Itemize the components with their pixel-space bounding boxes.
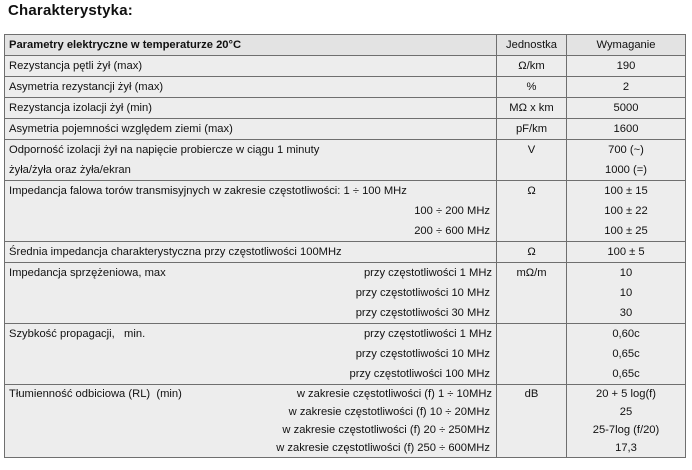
param-cell: Odporność izolacji żył na napięcie probiercze w ciągu 1 minuty żyła/żyła oraz żyła/ekran [5,140,497,181]
unit-cell: MΩ x km [497,98,567,119]
param-cell: Impedancja sprzężeniowa, max przy częstotliwości 1 MHz przy częstotliwości 10 MHz przy częstotliwości 30 MHz [5,263,497,324]
req-cell: 100 ± 15 100 ± 22 100 ± 25 [567,181,686,242]
table-row [5,263,686,324]
param-cell: Asymetria rezystancji żył (max) [5,77,497,98]
table-row [5,140,686,181]
unit-cell: Ω [497,242,567,263]
req-cell: 190 [567,56,686,77]
req-cell: 1600 [567,119,686,140]
unit-cell: Ω [497,181,567,242]
freq-label: w zakresie częstotliwości (f) 1 ÷ 10MHz [296,388,492,400]
param-label: Impedancja sprzężeniowa, max [9,267,166,279]
param-cell: Średnia impedancja charakterystyczna przy częstotliwości 100MHz [5,242,497,263]
freq-label: przy częstotliwości 1 MHz [363,267,492,279]
param-cell: Asymetria pojemności względem ziemi (max) [5,119,497,140]
unit-cell: pF/km [497,119,567,140]
freq-label: przy częstotliwości 1 MHz [363,328,492,340]
req-cell: 0,60c 0,65c 0,65c [567,324,686,385]
unit-cell: dB [497,385,567,458]
req-cell: 700 (~) 1000 (=) [567,140,686,181]
req-cell: 20 + 5 log(f) 25 25-7log (f/20) 17,3 [567,385,686,458]
unit-cell: mΩ/m [497,263,567,324]
header-req-cell: Wymaganie [567,35,686,56]
param-cell: Impedancja falowa torów transmisyjnych w zakresie częstotliwości: 1 ÷ 100 MHz 100 ÷ 200 MHz 200 ÷ 600 MHz [5,181,497,242]
header-unit-cell: Jednostka [497,35,567,56]
unit-cell: Ω/km [497,56,567,77]
table-header-row [5,35,686,56]
param-cell: Rezystancja pętli żył (max) [5,56,497,77]
table-row [5,77,686,98]
specification-table [4,34,686,458]
unit-cell: V [497,140,567,181]
param-cell: Tłumienność odbiciowa (RL) (min) w zakresie częstotliwości (f) 1 ÷ 10MHz w zakresie częstotliwości (f) 10 ÷ 20MHz w zakresie częstotliwości (f) 20 ÷ 250MHz w zakresie częstotliwości (f) 250 ÷ 600MHz [5,385,497,458]
table-row [5,242,686,263]
unit-cell [497,324,567,385]
param-label: Szybkość propagacji, min. [9,328,146,340]
table-row [5,324,686,385]
param-cell: Rezystancja izolacji żył (min) [5,98,497,119]
req-cell: 10 10 30 [567,263,686,324]
table-row [5,181,686,242]
param-label: Tłumienność odbiciowa (RL) (min) [9,388,182,400]
section-heading: Charakterystyka: [8,2,133,19]
unit-cell: % [497,77,567,98]
table-row [5,56,686,77]
table-row [5,119,686,140]
header-param-cell: Parametry elektryczne w temperaturze 20°C [5,35,497,56]
table-row [5,98,686,119]
param-cell: Szybkość propagacji, min. przy częstotliwości 1 MHz przy częstotliwości 10 MHz przy częstotliwości 100 MHz [5,324,497,385]
table-row [5,385,686,458]
req-cell: 5000 [567,98,686,119]
req-cell: 100 ± 5 [567,242,686,263]
req-cell: 2 [567,77,686,98]
